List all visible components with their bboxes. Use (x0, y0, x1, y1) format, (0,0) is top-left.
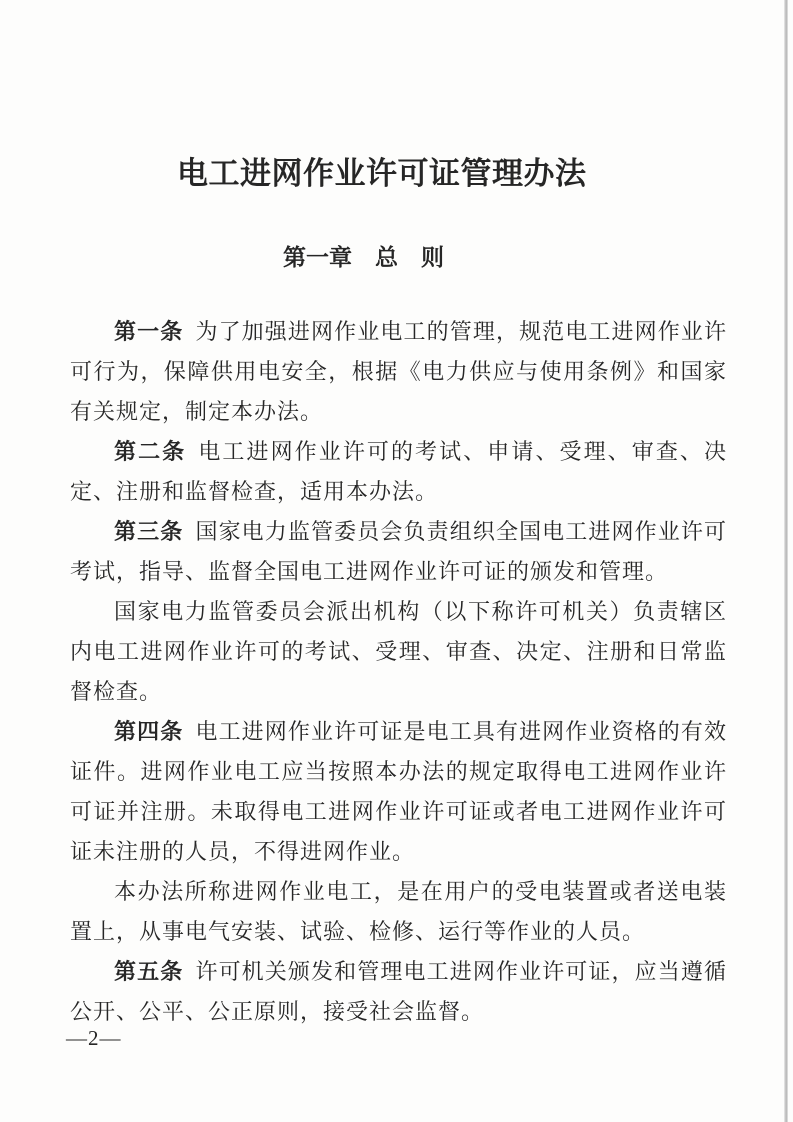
paragraph (70, 592, 727, 712)
paragraph-text: 本办法所称进网作业电工，是在用户的受电装置或者送电装置上，从事电气安装、试验、检修、运行等作业的人员。 (70, 879, 727, 944)
document-title: 电工进网作业许可证管理办法 (177, 156, 587, 191)
article-number: 第一条 (114, 319, 184, 344)
paragraph-text: 电工进网作业许可的考试、申请、受理、审查、决定、注册和监督检查，适用本办法。 (70, 439, 727, 504)
paragraph (70, 432, 727, 512)
paragraph-text: 国家电力监管委员会负责组织全国电工进网作业许可考试，指导、监督全国电工进网作业许可证的颁发和管理。 (70, 519, 727, 584)
paragraph (70, 872, 727, 952)
paragraph (70, 512, 727, 592)
article-number: 第三条 (114, 519, 184, 544)
paragraph-text: 许可机关颁发和管理电工进网作业许可证，应当遵循公开、公平、公正原则，接受社会监督。 (70, 959, 727, 1024)
page-number: —2— (66, 1026, 122, 1050)
paragraph (70, 312, 727, 432)
scan-edge-shadow (784, 0, 788, 1122)
paragraph-text: 电工进网作业许可证是电工具有进网作业资格的有效证件。进网作业电工应当按照本办法的规定取得电工进网作业许可证并注册。未取得电工进网作业许可证或者电工进网作业许可证未注册的人员，不得进网作业。 (70, 719, 727, 864)
chapter-heading: 第一章 总 则 (283, 245, 444, 270)
paragraph (70, 952, 727, 1032)
article-number: 第四条 (114, 719, 184, 744)
document-body (70, 312, 727, 1032)
article-number: 第二条 (114, 439, 187, 464)
paragraph-text: 为了加强进网作业电工的管理，规范电工进网作业许可行为，保障供用电安全，根据《电力供应与使用条例》和国家有关规定，制定本办法。 (70, 319, 727, 424)
paragraph-text: 国家电力监管委员会派出机构（以下称许可机关）负责辖区内电工进网作业许可的考试、受理、审查、决定、注册和日常监督检查。 (70, 599, 727, 704)
article-number: 第五条 (114, 959, 184, 984)
paragraph (70, 712, 727, 872)
